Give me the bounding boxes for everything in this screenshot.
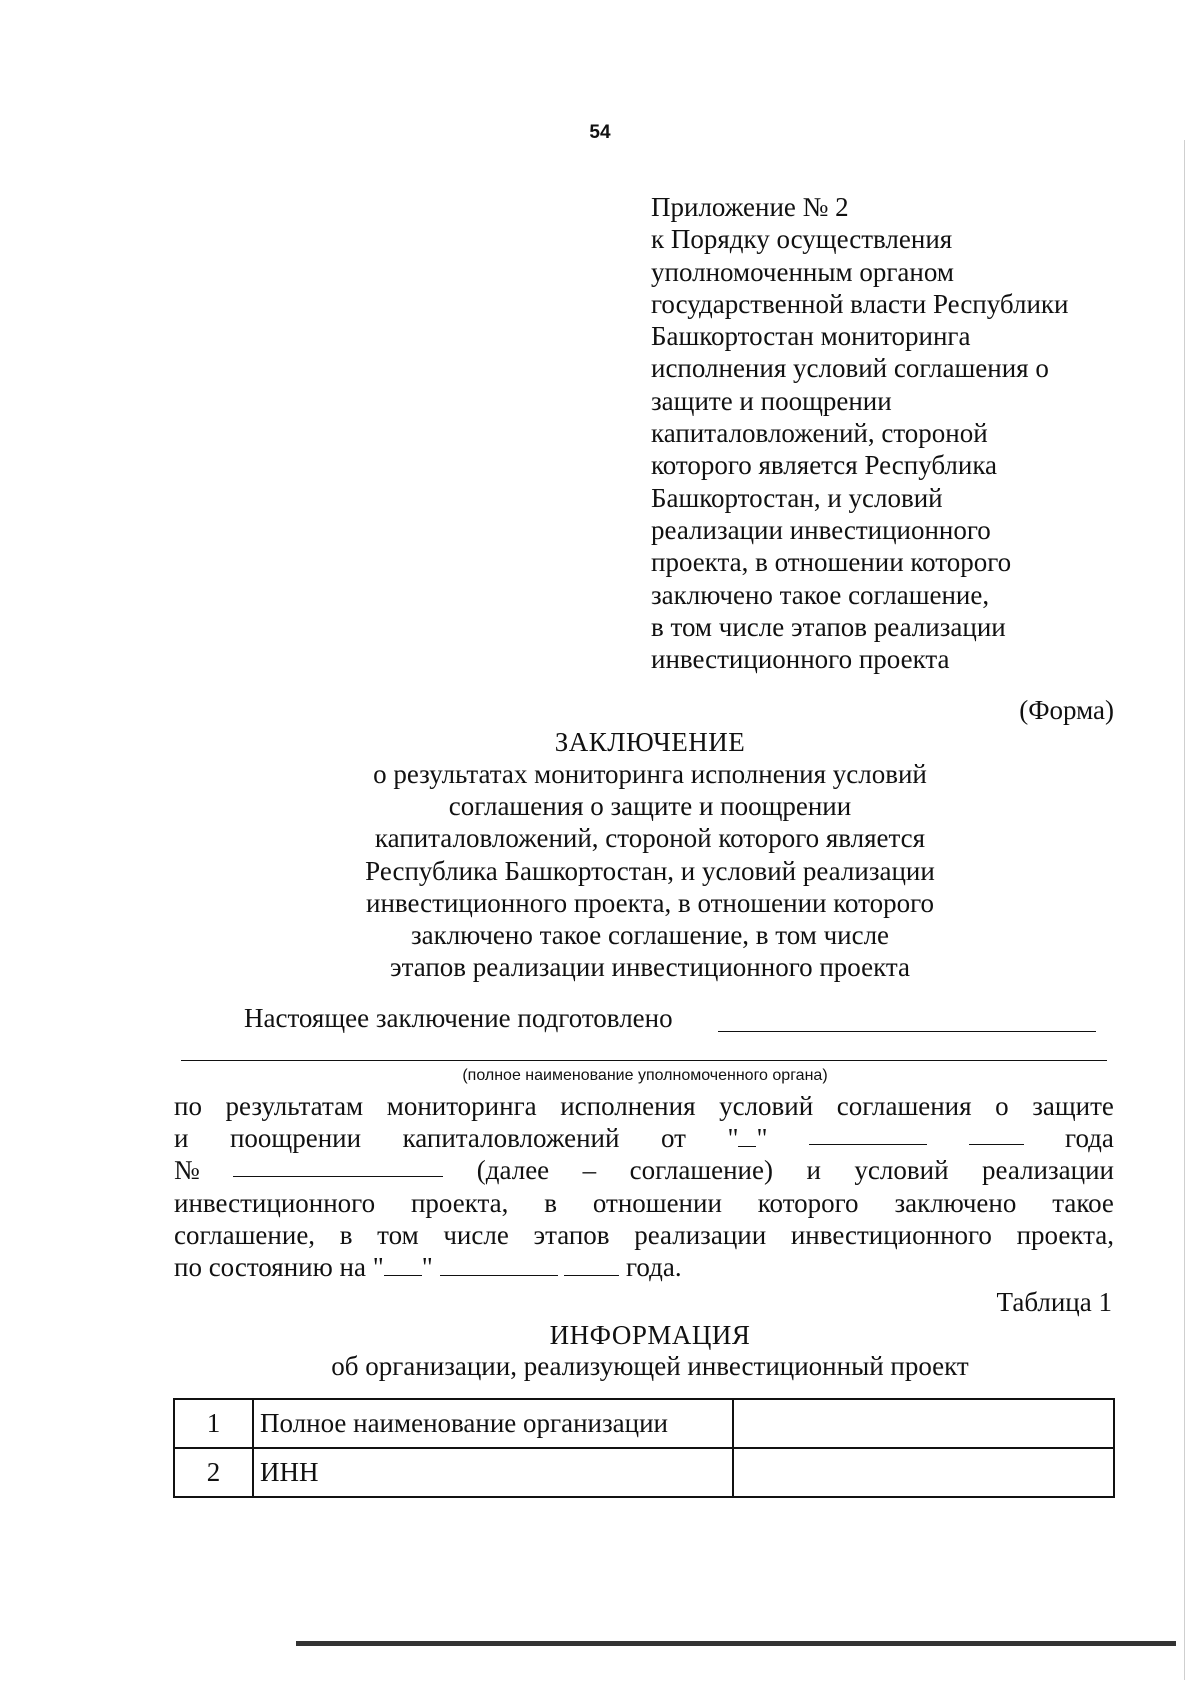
subtitle-line: капиталовложений, стороной которого является [374,823,926,854]
status-year-blank [564,1253,619,1276]
appendix-line: к Порядку осуществления [651,224,953,255]
body-word: (далее [476,1155,550,1186]
body-word: соглашение) [629,1155,773,1186]
body-word: инвестиционного [790,1219,992,1250]
row-label: ИНН [253,1448,733,1497]
info-title: ИНФОРМАЦИЯ [549,1320,751,1350]
appendix-line: защите и поощрении [651,385,892,416]
appendix-line: проекта, в отношении которого [651,547,1012,578]
month-blank [809,1122,927,1145]
organization-info-table [173,1398,1115,1498]
body-line-4 [174,1187,1114,1219]
form-label: (Форма) [1019,695,1114,725]
row-value [733,1448,1114,1497]
body-word: соглашение, [174,1219,316,1250]
day-field: " " [727,1123,768,1154]
prepared-by-blank [718,1031,1096,1032]
table-label: Таблица 1 [996,1287,1112,1317]
appendix-line: Приложение № 2 [651,192,849,222]
body-line-1 [174,1090,1114,1122]
body-word: условий [854,1155,949,1186]
authority-name-caption: (полное наименование уполномоченного органа) [462,1067,828,1084]
appendix-line: капиталовложений, стороной [651,418,988,449]
body-word: по [174,1091,202,1121]
body-paragraph [174,1090,1114,1283]
body-word: капиталовложений [402,1123,620,1154]
body-word: года [1065,1123,1114,1154]
appendix-line: которого является Республика [651,450,998,481]
body-line-5 [174,1219,1114,1251]
row-number: 2 [174,1448,253,1497]
body-word: и [806,1155,821,1186]
info-subtitle: об организации, реализующей инвестиционный проект [331,1351,969,1381]
appendix-line: реализации инвестиционного [651,514,991,545]
body-text: по состоянию на [174,1252,373,1283]
row-number: 1 [174,1399,253,1448]
subtitle-line: Республика Башкортостан, и условий реализации [365,855,935,886]
body-line-6 [174,1251,1114,1283]
document-subtitle [0,758,1200,983]
subtitle-line: заключено такое соглашение, в том числе [410,920,890,951]
status-month-blank [440,1253,558,1276]
subtitle-line: соглашения о защите и поощрении [448,791,852,822]
prepared-by-text: Настоящее заключение подготовлено [244,1003,673,1033]
document-title: ЗАКЛЮЧЕНИЕ [554,727,746,757]
appendix-line: уполномоченным органом [651,256,954,287]
body-word: этапов [533,1219,610,1250]
body-line-3 [174,1154,1114,1186]
body-word: в [544,1187,557,1218]
body-word: условий [719,1091,814,1121]
body-word: инвестиционного [174,1187,376,1218]
body-word: и [174,1123,189,1154]
body-line-2 [174,1122,1114,1154]
appendix-line: исполнения условий соглашения о [651,353,1049,384]
appendix-header [651,191,1121,675]
body-word: мониторинга [386,1091,537,1121]
subtitle-line: о результатах мониторинга исполнения условий [373,759,927,789]
page-number: 54 [589,122,611,143]
body-word: исполнения [560,1091,696,1121]
body-word: защите [1032,1091,1114,1121]
scan-bottom-rule [296,1641,1176,1646]
body-word: такое [1052,1187,1114,1218]
subtitle-line: инвестиционного проекта, в отношении которого [366,887,934,918]
appendix-line: Башкортостан, и условий [651,482,943,513]
body-word: о [995,1091,1009,1121]
body-word: реализации [634,1219,767,1250]
appendix-line: инвестиционного проекта [651,644,950,675]
table-row [174,1448,1114,1497]
body-word: – [582,1155,597,1186]
body-word: поощрении [229,1123,362,1154]
row-label: Полное наименование организации [253,1399,733,1448]
body-word: проекта, [1016,1219,1114,1250]
appendix-line: заключено такое соглашение, [651,579,990,610]
body-word: в [339,1219,353,1250]
body-word: заключено [894,1187,1017,1218]
body-word: которого [757,1187,859,1218]
appendix-line: государственной власти Республики [651,288,1069,319]
body-word: реализации [982,1155,1114,1186]
body-word: соглашения [836,1091,972,1121]
body-word: от [660,1123,686,1154]
table-row [174,1399,1114,1448]
status-day-field: " " [372,1252,433,1283]
body-word: результатам [225,1091,364,1121]
number-sign: № [174,1155,200,1186]
body-word: года. [626,1252,682,1283]
authority-name-blank [181,1060,1107,1061]
scan-edge-line [1184,140,1185,1680]
body-word: проекта, [410,1187,509,1218]
body-word: отношении [592,1187,722,1218]
body-word: числе [443,1219,509,1250]
year-blank [969,1122,1024,1145]
appendix-line: в том числе этапов реализации [651,611,1006,642]
subtitle-line: этапов реализации инвестиционного проекта [390,952,910,983]
row-value [733,1399,1114,1448]
body-word: том [377,1219,419,1250]
agreement-number-blank [233,1154,443,1177]
appendix-line: Башкортостан мониторинга [651,321,971,352]
